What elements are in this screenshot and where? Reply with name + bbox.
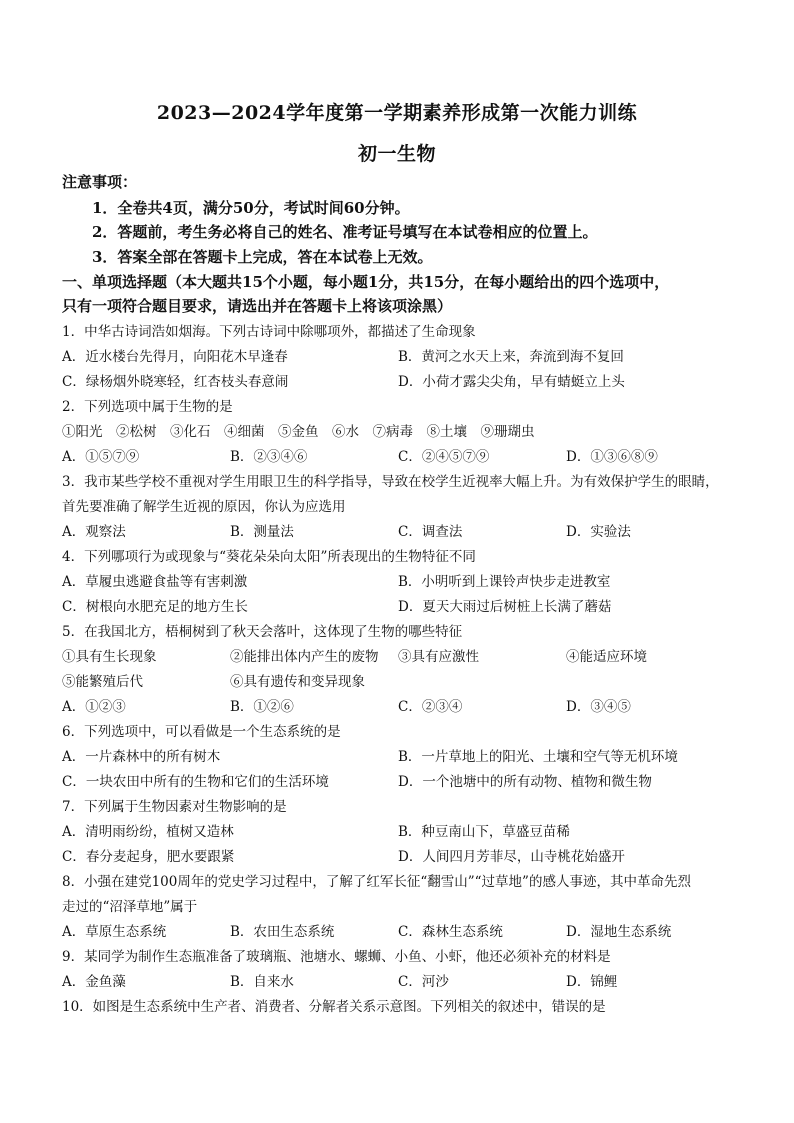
notice-item-1: 1．全卷共4页，满分50分，考试时间60分钟。	[92, 199, 410, 217]
q3-stem-line-1: 3．我市某些学校不重视对学生用眼卫生的科学指导，导致在校学生近视率大幅上升。为有效保护学生的眼睛，	[62, 474, 719, 490]
q8-stem-line-1: 8．小强在建党100周年的党史学习过程中，了解了红军长征“翻雪山”“过草地”的感人事迹，其中革命先烈	[62, 874, 691, 890]
q7-option-b: B．种豆南山下，草盛豆苗稀	[398, 824, 570, 840]
q5-item-5: ⑤能繁殖后代	[62, 674, 143, 690]
q3-option-b: B．测量法	[230, 524, 294, 540]
q2-option-d: D．①③⑥⑧⑨	[566, 449, 658, 465]
q9-option-b: B．自来水	[230, 974, 294, 990]
q2-option-a: A．①⑤⑦⑨	[62, 449, 140, 465]
q2-stem: 2．下列选项中属于生物的是	[62, 399, 233, 415]
notice-item-3: 3．答案全部在答题卡上完成，答在本试卷上无效。	[92, 248, 433, 266]
q6-option-a: A．一片森林中的所有树木	[62, 749, 221, 765]
notice-item-2: 2．答题前，考生务必将自己的姓名、准考证号填写在本试卷相应的位置上。	[92, 223, 598, 241]
q1-option-b: B．黄河之水天上来，奔流到海不复回	[398, 349, 624, 365]
q6-option-d: D．一个池塘中的所有动物、植物和微生物	[398, 774, 652, 790]
q4-option-d: D．夏天大雨过后树桩上长满了蘑菇	[398, 599, 612, 615]
q3-stem-line-2: 首先要准确了解学生近视的原因，你认为应选用	[62, 499, 346, 515]
q3-option-d: D．实验法	[566, 524, 631, 540]
q1-option-c: C．绿杨烟外晓寒轻，红杏枝头春意闹	[62, 374, 289, 390]
q9-option-c: C．河沙	[398, 974, 449, 990]
q3-option-c: C．调查法	[398, 524, 463, 540]
q9-stem: 9．某同学为制作生态瓶准备了玻璃瓶、池塘水、螺蛳、小鱼、小虾，他还必须补充的材料是	[62, 949, 611, 965]
q10-stem: 10．如图是生态系统中生产者、消费者、分解者关系示意图。下列相关的叙述中，错误的是	[62, 999, 606, 1015]
q8-stem-line-2: 走过的“沼泽草地”属于	[62, 899, 198, 915]
q2-option-b: B．②③④⑥	[230, 449, 308, 465]
q1-stem: 1．中华古诗词浩如烟海。下列古诗词中除哪项外，都描述了生命现象	[62, 324, 476, 340]
q4-stem: 4．下列哪项行为或现象与“葵花朵朵向太阳”所表现出的生物特征不同	[62, 549, 476, 565]
q7-stem: 7．下列属于生物因素对生物影响的是	[62, 799, 287, 815]
q5-item-1: ①具有生长现象	[62, 649, 157, 665]
q6-stem: 6．下列选项中，可以看做是一个生态系统的是	[62, 724, 341, 740]
q5-item-2: ②能排出体内产生的废物	[230, 649, 379, 665]
q7-option-d: D．人间四月芳菲尽，山寺桃花始盛开	[398, 849, 625, 865]
q5-option-a: A．①②③	[62, 699, 126, 715]
q8-option-c: C．森林生态系统	[398, 924, 503, 940]
q5-option-b: B．①②⑥	[230, 699, 294, 715]
q9-option-a: A．金鱼藻	[62, 974, 126, 990]
q5-item-6: ⑥具有遗传和变异现象	[230, 674, 365, 690]
q2-items: ①阳光 ②松树 ③化石 ④细菌 ⑤金鱼 ⑥水 ⑦病毒 ⑧土壤 ⑨珊瑚虫	[62, 424, 535, 440]
q4-option-c: C．树根向水肥充足的地方生长	[62, 599, 248, 615]
section-heading-line-1: 一、单项选择题（本大题共15个小题，每小题1分，共15分，在每小题给出的四个选项中，	[62, 273, 670, 291]
q3-option-a: A．观察法	[62, 524, 126, 540]
q8-option-b: B．农田生态系统	[230, 924, 335, 940]
exam-subject: 初一生物	[357, 143, 436, 165]
q5-item-3: ③具有应激性	[398, 649, 479, 665]
q7-option-a: A．清明雨纷纷，植树又造林	[62, 824, 234, 840]
section-heading-line-2: 只有一项符合题目要求，请选出并在答题卡上将该项涂黑）	[62, 297, 453, 315]
exam-title: 2023—2024学年度第一学期素养形成第一次能力训练	[156, 102, 638, 124]
q5-stem: 5．在我国北方，梧桐树到了秋天会落叶，这体现了生物的哪些特征	[62, 624, 463, 640]
q5-option-d: D．③④⑤	[566, 699, 631, 715]
q6-option-c: C．一块农田中所有的生物和它们的生活环境	[62, 774, 329, 790]
q5-item-4: ④能适应环境	[566, 649, 647, 665]
q5-option-c: C．②③④	[398, 699, 463, 715]
q8-option-a: A．草原生态系统	[62, 924, 167, 940]
q8-option-d: D．湿地生态系统	[566, 924, 672, 940]
q6-option-b: B．一片草地上的阳光、土壤和空气等无机环境	[398, 749, 678, 765]
q9-option-d: D．锦鲤	[566, 974, 618, 990]
q7-option-c: C．春分麦起身，肥水要跟紧	[62, 849, 235, 865]
notice-heading: 注意事项：	[62, 173, 138, 191]
q4-option-a: A．草履虫逃避食盐等有害刺激	[62, 574, 248, 590]
q1-option-a: A．近水楼台先得月，向阳花木早逢春	[62, 349, 288, 365]
q2-option-c: C．②④⑤⑦⑨	[398, 449, 490, 465]
q1-option-d: D．小荷才露尖尖角，早有蜻蜓立上头	[398, 374, 625, 390]
q4-option-b: B．小明听到上课铃声快步走进教室	[398, 574, 611, 590]
